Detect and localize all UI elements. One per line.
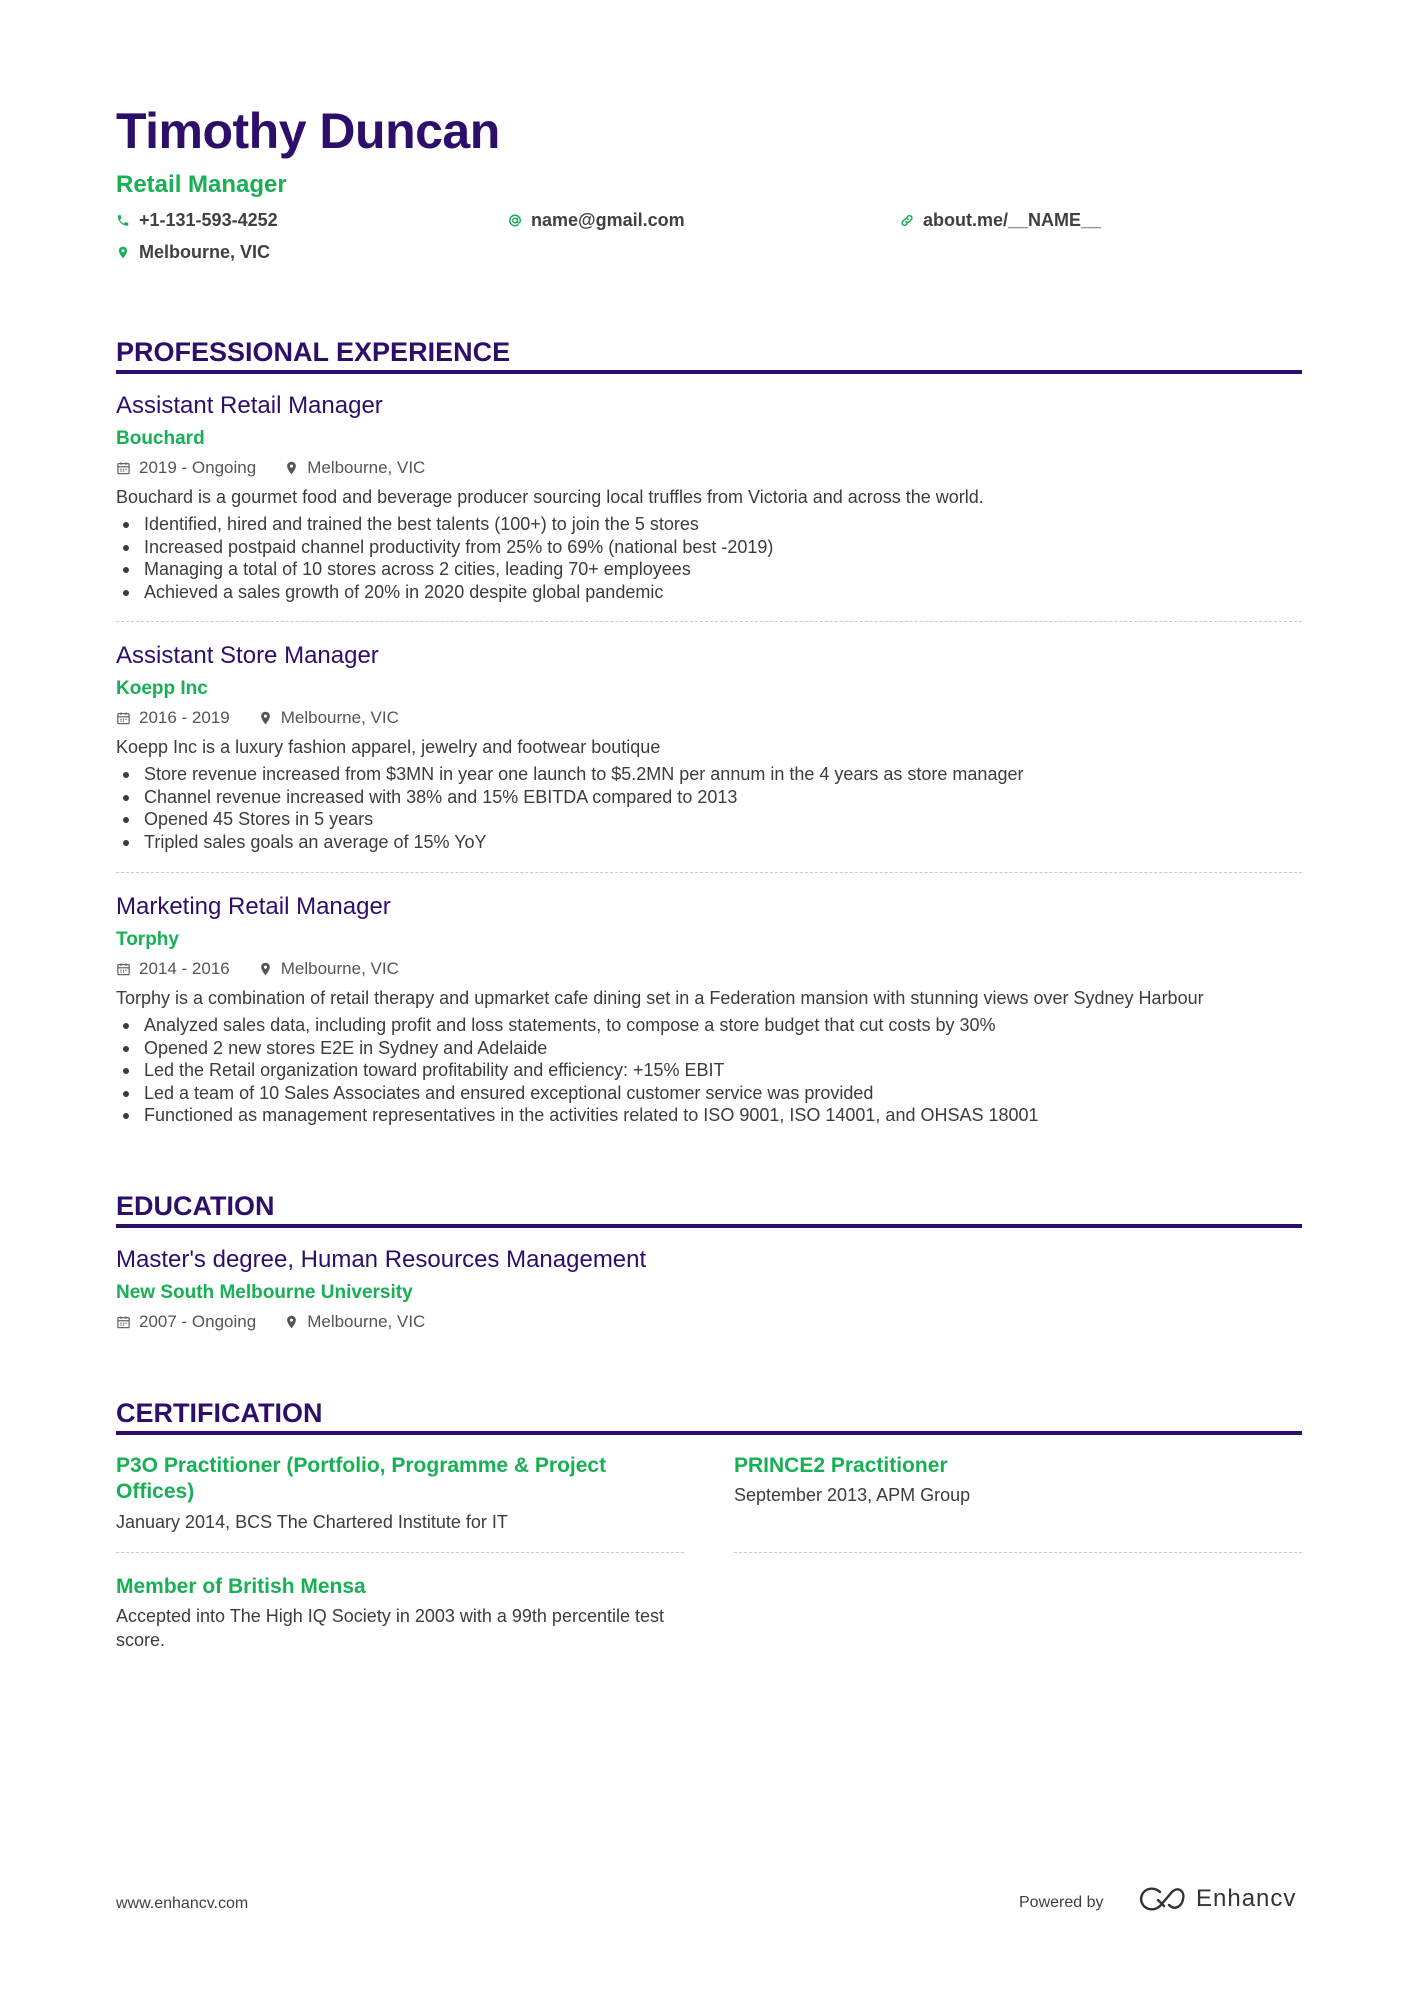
education-heading: EDUCATION	[116, 1190, 1302, 1228]
job-location: Melbourne, VIC	[280, 958, 399, 978]
achievement-item: Store revenue increased from $3MN in year one launch to $5.2MN per annum in the 4 years as store manager	[144, 763, 1302, 786]
location-pin-icon	[258, 961, 273, 977]
location-pin-icon	[284, 1314, 299, 1330]
certification-title: Member of British Mensa	[116, 1575, 366, 1598]
certification-title: P3O Practitioner (Portfolio, Programme & Project Offices)	[116, 1454, 607, 1504]
achievement-item: Achieved a sales growth of 20% in 2020 despite global pandemic	[144, 581, 1302, 604]
certification-heading: CERTIFICATION	[116, 1397, 1302, 1435]
education-location: Melbourne, VIC	[307, 1311, 426, 1331]
experience-item	[116, 642, 1302, 853]
certification-description: Accepted into The High IQ Society in 2003 with a 99th percentile test score.	[116, 1606, 664, 1650]
at-icon	[508, 213, 522, 228]
entry-divider	[116, 621, 1302, 622]
job-title: Assistant Retail Manager	[116, 392, 383, 419]
footer-url[interactable]: www.enhancv.com	[116, 1895, 249, 1912]
education-item	[116, 1246, 1302, 1332]
certification-item	[116, 1574, 684, 1652]
brand-logo[interactable]	[1138, 1885, 1296, 1913]
achievement-list	[116, 513, 1302, 603]
job-dates: 2016 - 2019	[139, 707, 230, 727]
achievement-item: Led the Retail organization toward profitability and efficiency: +15% EBIT	[144, 1059, 1302, 1082]
contact-phone	[116, 210, 278, 231]
certification-title: PRINCE2 Practitioner	[734, 1454, 948, 1477]
calendar-icon	[116, 1314, 131, 1330]
job-meta	[116, 959, 1302, 979]
calendar-icon	[116, 460, 131, 476]
location-text: Melbourne, VIC	[139, 242, 271, 262]
entry-divider	[116, 872, 1302, 873]
education-meta	[116, 1312, 1302, 1332]
achievement-list	[116, 1014, 1302, 1127]
achievement-item: Channel revenue increased with 38% and 15% EBITDA compared to 2013	[144, 786, 1302, 809]
achievement-item: Led a team of 10 Sales Associates and ensured exceptional customer service was provided	[144, 1082, 1302, 1105]
entry-divider	[734, 1552, 1302, 1553]
certification-description: January 2014, BCS The Chartered Institute for IT	[116, 1511, 508, 1532]
company-description: Torphy is a combination of retail therapy and upmarket cafe dining set in a Federation mansion with stunning views over Sydney Harbour	[116, 987, 1204, 1008]
achievement-item: Managing a total of 10 stores across 2 cities, leading 70+ employees	[144, 558, 1302, 581]
achievement-item: Increased postpaid channel productivity from 25% to 69% (national best -2019)	[144, 536, 1302, 559]
enhancv-logo-icon	[1138, 1886, 1186, 1912]
certification-description: September 2013, APM Group	[734, 1485, 971, 1506]
email-text[interactable]: name@gmail.com	[531, 210, 685, 230]
job-dates: 2019 - Ongoing	[139, 457, 257, 477]
education-dates: 2007 - Ongoing	[139, 1311, 257, 1331]
job-meta	[116, 708, 1302, 728]
job-location: Melbourne, VIC	[307, 457, 426, 477]
company-name: Bouchard	[116, 427, 205, 449]
job-title: Assistant Store Manager	[116, 642, 379, 669]
company-name: Koepp Inc	[116, 677, 208, 699]
achievement-item: Analyzed sales data, including profit and loss statements, to compose a store budget that cut costs by 30%	[144, 1014, 1302, 1037]
company-description: Bouchard is a gourmet food and beverage producer sourcing local truffles from Victoria and across the world.	[116, 486, 984, 507]
powered-by-label: Powered by	[1019, 1894, 1104, 1911]
achievement-item: Tripled sales goals an average of 15% YoY	[144, 831, 1302, 854]
company-description: Koepp Inc is a luxury fashion apparel, jewelry and footwear boutique	[116, 736, 661, 757]
contact-website	[900, 210, 1101, 231]
location-pin-icon	[284, 460, 299, 476]
certification-item	[734, 1453, 1302, 1508]
job-dates: 2014 - 2016	[139, 958, 230, 978]
candidate-title: Retail Manager	[116, 171, 287, 198]
location-pin-icon	[258, 710, 273, 726]
school-name: New South Melbourne University	[116, 1281, 413, 1303]
experience-heading: PROFESSIONAL EXPERIENCE	[116, 336, 1302, 374]
certification-item	[116, 1453, 684, 1534]
location-pin-icon	[116, 245, 130, 260]
achievement-list	[116, 763, 1302, 853]
contact-location	[116, 242, 270, 263]
contact-email	[508, 210, 685, 231]
achievement-item: Opened 45 Stores in 5 years	[144, 808, 1302, 831]
calendar-icon	[116, 961, 131, 977]
degree-title: Master's degree, Human Resources Management	[116, 1246, 647, 1273]
link-icon	[900, 213, 914, 228]
brand-name: Enhancv	[1196, 1885, 1297, 1912]
phone-text: +1-131-593-4252	[139, 210, 278, 230]
job-location: Melbourne, VIC	[280, 707, 399, 727]
job-meta	[116, 458, 1302, 478]
phone-icon	[116, 213, 130, 228]
achievement-item: Identified, hired and trained the best talents (100+) to join the 5 stores	[144, 513, 1302, 536]
achievement-item: Functioned as management representatives in the activities related to ISO 9001, ISO 14001, and OHSAS 18001	[144, 1104, 1302, 1127]
calendar-icon	[116, 710, 131, 726]
experience-item	[116, 893, 1302, 1127]
entry-divider	[116, 1552, 684, 1553]
experience-item	[116, 392, 1302, 603]
candidate-name: Timothy Duncan	[116, 103, 500, 159]
job-title: Marketing Retail Manager	[116, 893, 391, 920]
website-text[interactable]: about.me/__NAME__	[923, 210, 1102, 230]
company-name: Torphy	[116, 928, 179, 950]
achievement-item: Opened 2 new stores E2E in Sydney and Adelaide	[144, 1037, 1302, 1060]
